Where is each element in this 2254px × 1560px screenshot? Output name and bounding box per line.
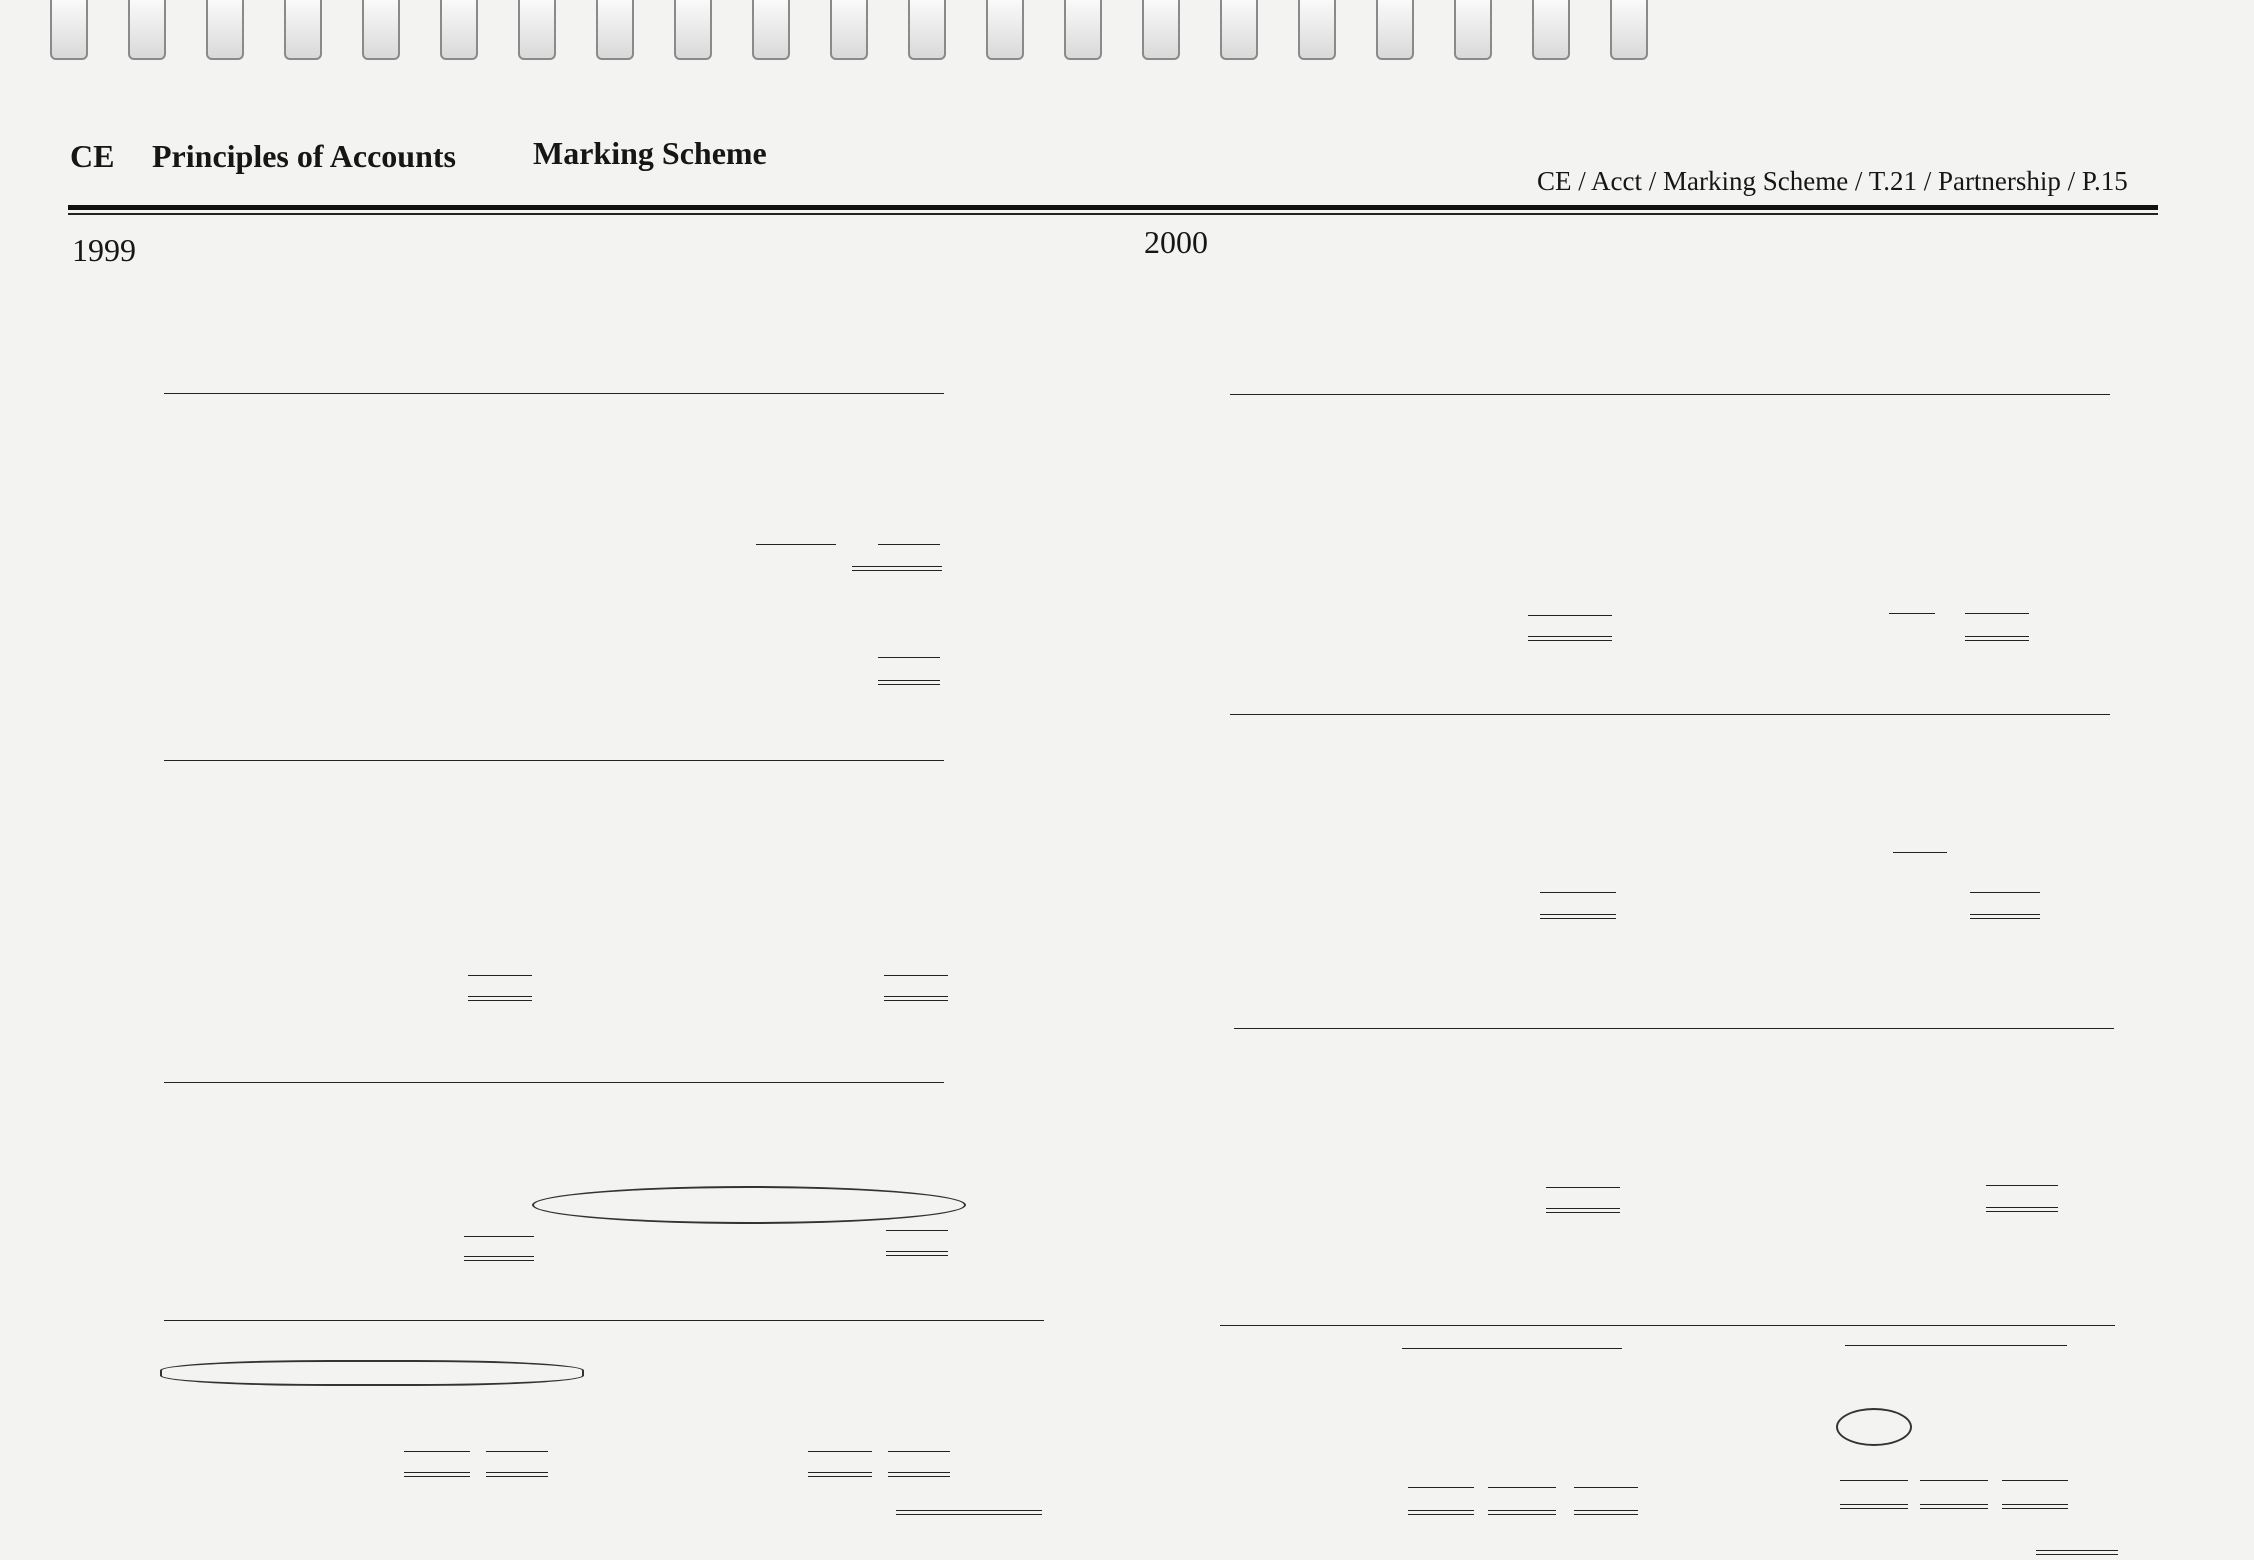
binding-ring (752, 0, 790, 60)
q8b-total-rule (884, 996, 948, 997)
binding-ring (1064, 0, 1102, 60)
binding-ring (908, 0, 946, 60)
q9c-total-rule (2002, 1504, 2068, 1505)
q9c-rule (1920, 1480, 1988, 1481)
q9c-total-rule (1574, 1510, 1638, 1511)
q8d-total-rule (888, 1476, 950, 1477)
header-ref: CE / Acct / Marking Scheme / T.21 / Partnership / P.15 (1537, 166, 2128, 196)
q9-alt-rule (1540, 892, 1616, 893)
q9a-rule (1965, 613, 2029, 614)
q9c-total-rule (2002, 1508, 2068, 1509)
q8-total-rule (896, 1514, 1042, 1515)
binding-ring (518, 0, 556, 60)
q8d-rule (808, 1451, 872, 1452)
q9a-total-rule (1528, 636, 1612, 637)
binding-ring (1142, 0, 1180, 60)
q8c-total-rule (464, 1260, 534, 1261)
q9a-total-rule (1965, 636, 2029, 637)
q9b-rule (1546, 1187, 1620, 1188)
binding-ring (1376, 0, 1414, 60)
q9a-rule (1889, 613, 1935, 614)
q8c-rule (464, 1236, 534, 1237)
header-rule-thin (68, 213, 2158, 215)
q8c-total-rule (886, 1255, 948, 1256)
binding-ring (596, 0, 634, 60)
q9c-total-rule (1574, 1514, 1638, 1515)
q9c-rule (1402, 1348, 1622, 1349)
binding-ring (1532, 0, 1570, 60)
q9c-total-rule (1920, 1504, 1988, 1505)
q8c-total-rule (464, 1256, 534, 1257)
q8a-rule (878, 657, 940, 658)
q9b-total-rule (1986, 1211, 2058, 1212)
q9a-total-rule (1528, 640, 1612, 641)
q8d-total-rule (486, 1476, 548, 1477)
q9c-total-rule (1408, 1514, 1474, 1515)
q9c-rule (1488, 1487, 1556, 1488)
pen-circle (1836, 1408, 1912, 1446)
q9a-rule (1528, 615, 1612, 616)
q9c-total-rule (1840, 1504, 1908, 1505)
q8b-top-rule (164, 760, 944, 761)
binding-ring (50, 0, 88, 60)
q8a-total-rule (852, 570, 942, 571)
q9c-top-rule (1220, 1325, 2115, 1326)
q8a-subtotal-rule (756, 544, 836, 545)
q8a-total-rule (878, 680, 940, 681)
q9-alt-total-rule (1540, 918, 1616, 919)
q8d-total-rule (888, 1472, 950, 1473)
q8c-rule (886, 1230, 948, 1231)
pen-scribble (532, 1186, 966, 1224)
q9c-total-rule (1408, 1510, 1474, 1511)
header-rule (68, 205, 2158, 210)
binding-ring (362, 0, 400, 60)
binding-ring (674, 0, 712, 60)
q8d-rule (888, 1451, 950, 1452)
q9c-rule (2002, 1480, 2068, 1481)
binding-ring (1298, 0, 1336, 60)
header-code: CE (70, 138, 115, 174)
q9b-total-rule (1546, 1208, 1620, 1209)
q8d-rule (486, 1451, 548, 1452)
year-2000: 2000 (1144, 224, 1208, 260)
q9c-rule (1840, 1480, 1908, 1481)
q8a-subtotal-rule (878, 544, 940, 545)
binding-ring (1220, 0, 1258, 60)
q8a-total-rule (878, 684, 940, 685)
q8d-rule (404, 1451, 470, 1452)
q8a-top-rule (164, 393, 944, 394)
q9c-total-rule (1920, 1508, 1988, 1509)
binding-ring (1610, 0, 1648, 60)
q9-alt-rule (1970, 892, 2040, 893)
binding-ring (1454, 0, 1492, 60)
binding-ring (440, 0, 478, 60)
pen-scribble (160, 1360, 584, 1386)
q9c-rule (1845, 1345, 2067, 1346)
q8a-total-rule (852, 566, 942, 567)
q9b-total-rule (1546, 1212, 1620, 1213)
q9c-rule (1408, 1487, 1474, 1488)
q9-alt-total-rule (1970, 914, 2040, 915)
q8b-total-rule (884, 1000, 948, 1001)
q8c-top-rule (164, 1082, 944, 1083)
binding-ring (986, 0, 1024, 60)
q8d-total-rule (808, 1476, 872, 1477)
q8d-total-rule (404, 1472, 470, 1473)
q9b-rule (1986, 1185, 2058, 1186)
q8c-total-rule (886, 1251, 948, 1252)
q8d-total-rule (808, 1472, 872, 1473)
header-subject: Principles of Accounts (152, 138, 456, 174)
binding-ring (128, 0, 166, 60)
q8-total-rule (896, 1510, 1042, 1511)
q9-total-rule (2036, 1554, 2118, 1555)
q9c-total-rule (1840, 1508, 1908, 1509)
binding-ring (830, 0, 868, 60)
q9-alt-rule (1893, 852, 1947, 853)
q9c-rule (1574, 1487, 1638, 1488)
q9-alt-top-rule (1230, 714, 2110, 715)
q9c-total-rule (1488, 1514, 1556, 1515)
q9b-total-rule (1986, 1207, 2058, 1208)
q9c-total-rule (1488, 1510, 1556, 1511)
q9a-total-rule (1965, 640, 2029, 641)
q8d-top-rule (164, 1320, 1044, 1321)
q8b-total-rule (468, 996, 532, 997)
binding-ring (206, 0, 244, 60)
q8b-total-rule (468, 1000, 532, 1001)
q9-total-rule (2036, 1550, 2118, 1551)
q9b-top-rule (1234, 1028, 2114, 1029)
year-1999: 1999 (72, 232, 136, 268)
q8d-total-rule (404, 1476, 470, 1477)
q9-alt-total-rule (1540, 914, 1616, 915)
q8b-rule (468, 975, 532, 976)
header-doc-type: Marking Scheme (533, 135, 767, 171)
q9a-top-rule (1230, 394, 2110, 395)
q8b-rule (884, 975, 948, 976)
q8d-total-rule (486, 1472, 548, 1473)
q9-alt-total-rule (1970, 918, 2040, 919)
binding-ring (284, 0, 322, 60)
